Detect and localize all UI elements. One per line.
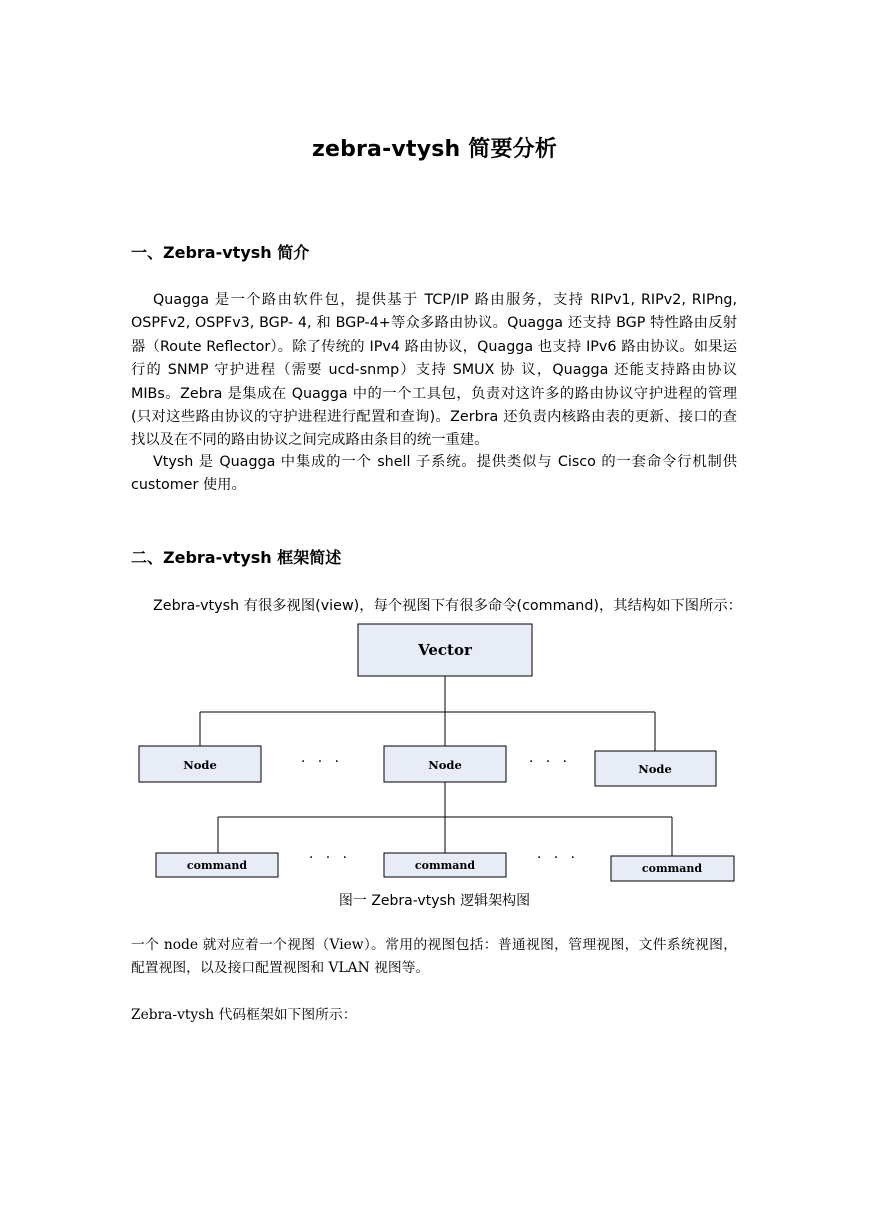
node-box-center: [384, 746, 506, 782]
node-label: Node: [183, 758, 217, 772]
ellipsis: · · ·: [528, 754, 572, 770]
command-box-right: [611, 856, 734, 881]
node-label: Node: [428, 758, 462, 772]
section-heading-intro: 一、Zebra-vtysh 简介: [131, 243, 310, 262]
vector-label: Vector: [418, 641, 472, 659]
command-label: command: [186, 859, 248, 872]
node-label: Node: [638, 762, 672, 776]
node-box-left: [139, 746, 261, 782]
section-heading-framework: 二、Zebra-vtysh 框架简述: [131, 548, 342, 567]
ellipsis: · · ·: [308, 850, 352, 866]
vector-box: [358, 624, 532, 676]
command-box-left: [156, 853, 278, 877]
intro-paragraph-quagga: Quagga 是一个路由软件包，提供基于 TCP/IP 路由服务，支持 RIPv1, RIPv2, RIPng, OSPFv2, OSPFv3, BGP- 4, 和 BGP-4+等众多路由协议。Quagga 还支持 BGP 特性路由反射器（Route Reflector）。除了传统的 IPv4 路由协议，Quagga 也支持 IPv6 路由协议。如果运行的 SNMP 守护进程（需要 ucd-snmp）支持 SMUX 协 议，Quagga 还能支持路由协议 MIBs。Zebra 是集成在 Quagga 中的一个工具包，负责对这许多的路由协议守护进程的管理(只对这些路由协议的守护进程进行配置和查询)。Zerbra 还负责内核路由表的更新、接口的查找以及在不同的路由协议之间完成路由条目的统一重建。: [131, 292, 737, 449]
ellipsis: · · ·: [536, 850, 580, 866]
node-box-right: [595, 751, 716, 786]
command-label: command: [641, 862, 703, 875]
document-title: zebra-vtysh 简要分析: [311, 137, 558, 162]
framework-paragraph-code: Zebra-vtysh 代码框架如下图所示：: [131, 1007, 357, 1023]
command-box-center: [384, 853, 506, 877]
command-label: command: [414, 859, 476, 872]
figure-caption: 图一 Zebra-vtysh 逻辑架构图: [338, 893, 531, 909]
framework-paragraph-views: Zebra-vtysh 有很多视图(view)，每个视图下有很多命令(command)，其结构如下图所示：: [153, 598, 742, 614]
framework-paragraph-node-view: 一个 node 就对应着一个视图（View）。常用的视图包括：普通视图，管理视图，文件系统视图，配置视图，以及接口配置视图和 VLAN 视图等。: [131, 937, 737, 977]
intro-paragraph-vtysh: Vtysh 是 Quagga 中集成的一个 shell 子系统。提供类似与 Cisco 的一套命令行机制供 customer 使用。: [131, 454, 737, 494]
ellipsis: · · ·: [300, 754, 344, 770]
